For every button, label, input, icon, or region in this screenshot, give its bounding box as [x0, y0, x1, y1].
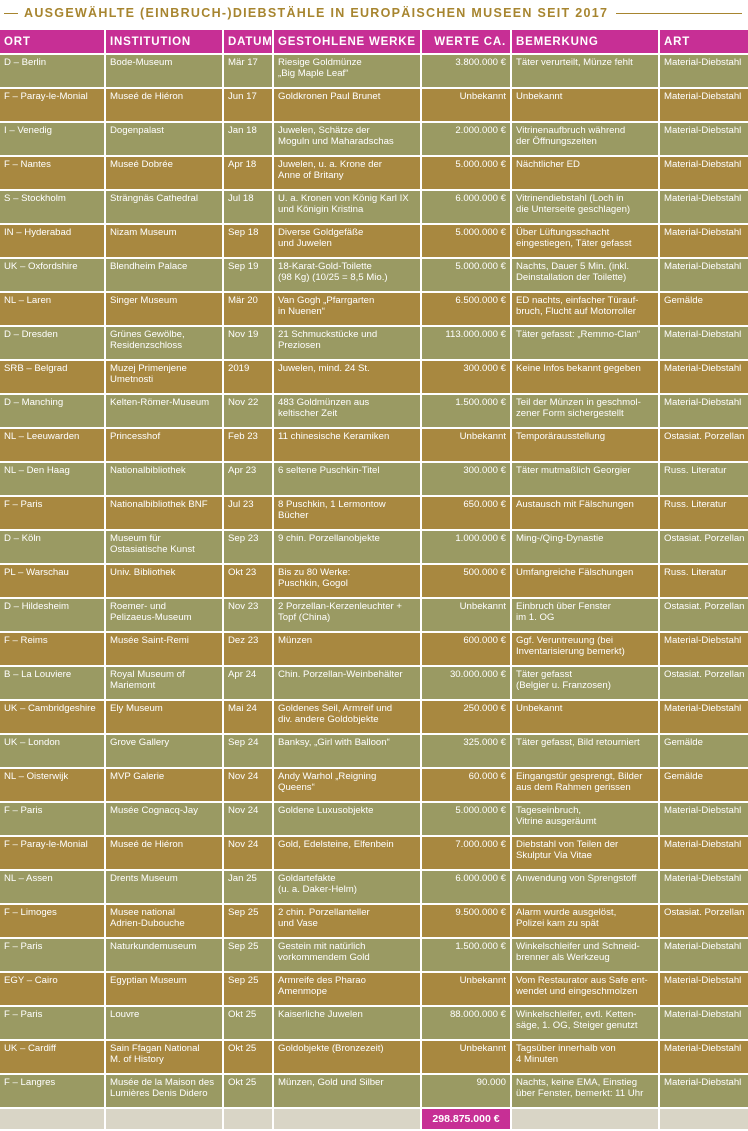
cell-institution: Sain Ffagan National M. of History — [106, 1041, 222, 1073]
cell-werke: 9 chin. Porzellanobjekte — [274, 531, 420, 563]
cell-datum: Nov 24 — [224, 769, 272, 801]
cell-datum: Sep 19 — [224, 259, 272, 291]
cell-institution: Museé Dobrée — [106, 157, 222, 189]
cell-bemerkung: Ggf. Veruntreuung (bei Inventarisierung bemerkt) — [512, 633, 658, 665]
cell-wert: 88.000.000 € — [422, 1007, 510, 1039]
cell-wert: 6.000.000 € — [422, 191, 510, 223]
cell-bemerkung: Eingangstür gesprengt, Bilder aus dem Rahmen gerissen — [512, 769, 658, 801]
cell-bemerkung: Diebstahl von Teilen der Skulptur Via Vitae — [512, 837, 658, 869]
cell-wert: 30.000.000 € — [422, 667, 510, 699]
header-institution: INSTITUTION — [106, 30, 222, 53]
cell-wert: 5.000.000 € — [422, 225, 510, 257]
cell-art: Material-Diebstahl — [660, 327, 748, 359]
cell-institution: Musee national Adrien-Dubouche — [106, 905, 222, 937]
cell-werke: 18-Karat-Gold-Toilette (98 Kg) (10/25 = 8,5 Mio.) — [274, 259, 420, 291]
cell-art: Russ. Literatur — [660, 463, 748, 495]
cell-datum: Sep 25 — [224, 939, 272, 971]
cell-datum: Mär 17 — [224, 55, 272, 87]
cell-bemerkung: Täter gefasst: „Remmo-Clan“ — [512, 327, 658, 359]
cell-wert: 300.000 € — [422, 463, 510, 495]
cell-bemerkung: Keine Infos bekannt gegeben — [512, 361, 658, 393]
cell-wert: 1.500.000 € — [422, 395, 510, 427]
cell-ort: F – Paris — [0, 803, 104, 835]
table-row — [0, 293, 748, 325]
cell-ort: NL – Assen — [0, 871, 104, 903]
cell-bemerkung: Täter gefasst (Belgier u. Franzosen) — [512, 667, 658, 699]
cell-art: Material-Diebstahl — [660, 89, 748, 121]
total-row — [0, 1109, 748, 1129]
cell-art: Ostasiat. Porzellan — [660, 531, 748, 563]
cell-institution: Roemer- und Pelizaeus-Museum — [106, 599, 222, 631]
table-row — [0, 905, 748, 937]
cell-bemerkung: Vom Restaurator aus Safe ent- wendet und eingeschmolzen — [512, 973, 658, 1005]
cell-datum: Sep 25 — [224, 905, 272, 937]
cell-datum: Sep 18 — [224, 225, 272, 257]
cell-bemerkung: Vitrinenaufbruch während der Öffnungszeiten — [512, 123, 658, 155]
cell-wert: 1.000.000 € — [422, 531, 510, 563]
cell-wert: 3.800.000 € — [422, 55, 510, 87]
cell-institution: Drents Museum — [106, 871, 222, 903]
cell-ort: I – Venedig — [0, 123, 104, 155]
cell-ort: UK – Oxfordshire — [0, 259, 104, 291]
cell-ort: UK – Cambridgeshire — [0, 701, 104, 733]
header-art: ART — [660, 30, 748, 53]
cell-datum: Jul 18 — [224, 191, 272, 223]
cell-wert: 250.000 € — [422, 701, 510, 733]
cell-datum: Okt 25 — [224, 1041, 272, 1073]
cell-bemerkung: Ming-/Qing-Dynastie — [512, 531, 658, 563]
cell-bemerkung: Über Lüftungsschacht eingestiegen, Täter gefasst — [512, 225, 658, 257]
cell-datum: Jan 25 — [224, 871, 272, 903]
cell-datum: Mär 20 — [224, 293, 272, 325]
cell-wert: 9.500.000 € — [422, 905, 510, 937]
cell-werke: Gold, Edelsteine, Elfenbein — [274, 837, 420, 869]
cell-institution: Univ. Bibliothek — [106, 565, 222, 597]
cell-bemerkung: Nachts, keine EMA, Einstieg über Fenster, bemerkt: 11 Uhr — [512, 1075, 658, 1107]
cell-werke: Van Gogh „Pfarrgarten in Nuenen“ — [274, 293, 420, 325]
cell-werke: Banksy, „Girl with Balloon“ — [274, 735, 420, 767]
cell-datum: Jun 17 — [224, 89, 272, 121]
cell-werke: Goldobjekte (Bronzezeit) — [274, 1041, 420, 1073]
table-row — [0, 667, 748, 699]
table-row — [0, 361, 748, 393]
cell-bemerkung: Teil der Münzen in geschmol- zener Form sichergestellt — [512, 395, 658, 427]
cell-art: Material-Diebstahl — [660, 259, 748, 291]
cell-werke: 6 seltene Puschkin-Titel — [274, 463, 420, 495]
cell-art: Material-Diebstahl — [660, 157, 748, 189]
cell-wert: Unbekannt — [422, 599, 510, 631]
cell-bemerkung: Nachts, Dauer 5 Min. (inkl. Deinstallation der Toilette) — [512, 259, 658, 291]
cell-bemerkung: Nächtlicher ED — [512, 157, 658, 189]
cell-ort: EGY – Cairo — [0, 973, 104, 1005]
cell-art: Ostasiat. Porzellan — [660, 905, 748, 937]
cell-art: Material-Diebstahl — [660, 701, 748, 733]
cell-art: Ostasiat. Porzellan — [660, 599, 748, 631]
cell-institution: Museé de Hiéron — [106, 837, 222, 869]
cell-ort: SRB – Belgrad — [0, 361, 104, 393]
total-value: 298.875.000 € — [422, 1109, 510, 1129]
cell-datum: Nov 22 — [224, 395, 272, 427]
cell-institution: Princesshof — [106, 429, 222, 461]
cell-bemerkung: Anwendung von Sprengstoff — [512, 871, 658, 903]
cell-werke: Goldartefakte (u. a. Daker-Helm) — [274, 871, 420, 903]
cell-bemerkung: Umfangreiche Fälschungen — [512, 565, 658, 597]
table-row — [0, 973, 748, 1005]
cell-werke: 8 Puschkin, 1 Lermontow Bücher — [274, 497, 420, 529]
cell-ort: NL – Den Haag — [0, 463, 104, 495]
cell-institution: Nizam Museum — [106, 225, 222, 257]
cell-art: Russ. Literatur — [660, 497, 748, 529]
cell-institution: Museum für Ostasiatische Kunst — [106, 531, 222, 563]
table-title-bar — [0, 0, 748, 26]
cell-ort: F – Paris — [0, 1007, 104, 1039]
table-row — [0, 769, 748, 801]
table-row — [0, 429, 748, 461]
cell-bemerkung: Täter verurteilt, Münze fehlt — [512, 55, 658, 87]
cell-art: Material-Diebstahl — [660, 939, 748, 971]
cell-wert: 500.000 € — [422, 565, 510, 597]
total-spacer — [0, 1109, 104, 1129]
cell-institution: MVP Galerie — [106, 769, 222, 801]
table-row — [0, 497, 748, 529]
header-ort: ORT — [0, 30, 104, 53]
cell-werke: 483 Goldmünzen aus keltischer Zeit — [274, 395, 420, 427]
cell-datum: Sep 23 — [224, 531, 272, 563]
cell-institution: Musée Cognacq-Jay — [106, 803, 222, 835]
cell-institution: Royal Museum of Mariemont — [106, 667, 222, 699]
cell-werke: Goldenes Seil, Armreif und div. andere Goldobjekte — [274, 701, 420, 733]
cell-datum: Nov 24 — [224, 837, 272, 869]
cell-art: Material-Diebstahl — [660, 633, 748, 665]
cell-art: Material-Diebstahl — [660, 973, 748, 1005]
cell-datum: Apr 24 — [224, 667, 272, 699]
cell-ort: PL – Warschau — [0, 565, 104, 597]
cell-werke: U. a. Kronen von König Karl IX und Königin Kristina — [274, 191, 420, 223]
cell-bemerkung: Tagsüber innerhalb von 4 Minuten — [512, 1041, 658, 1073]
cell-institution: Egyptian Museum — [106, 973, 222, 1005]
cell-institution: Musée Saint-Remi — [106, 633, 222, 665]
cell-wert: Unbekannt — [422, 973, 510, 1005]
cell-ort: UK – London — [0, 735, 104, 767]
cell-bemerkung: Winkelschleifer und Schneid- brenner als Werkzeug — [512, 939, 658, 971]
cell-institution: Bode-Museum — [106, 55, 222, 87]
cell-bemerkung: Winkelschleifer, evtl. Ketten- säge, 1. OG, Steiger genutzt — [512, 1007, 658, 1039]
table-row — [0, 633, 748, 665]
cell-art: Russ. Literatur — [660, 565, 748, 597]
cell-werke: 2 chin. Porzellanteller und Vase — [274, 905, 420, 937]
cell-ort: D – Berlin — [0, 55, 104, 87]
cell-werke: Goldene Luxusobjekte — [274, 803, 420, 835]
table-row — [0, 89, 748, 121]
cell-wert: 5.000.000 € — [422, 803, 510, 835]
cell-datum: Okt 23 — [224, 565, 272, 597]
cell-wert: 5.000.000 € — [422, 259, 510, 291]
cell-ort: D – Manching — [0, 395, 104, 427]
cell-datum: Okt 25 — [224, 1007, 272, 1039]
cell-werke: Bis zu 80 Werke: Puschkin, Gogol — [274, 565, 420, 597]
cell-institution: Nationalbibliothek — [106, 463, 222, 495]
cell-werke: Goldkronen Paul Brunet — [274, 89, 420, 121]
cell-werke: Kaiserliche Juwelen — [274, 1007, 420, 1039]
cell-werke: Chin. Porzellan-Weinbehälter — [274, 667, 420, 699]
cell-ort: F – Langres — [0, 1075, 104, 1107]
cell-wert: 325.000 € — [422, 735, 510, 767]
table-row — [0, 837, 748, 869]
cell-art: Material-Diebstahl — [660, 1041, 748, 1073]
cell-datum: Sep 25 — [224, 973, 272, 1005]
cell-institution: Naturkundemuseum — [106, 939, 222, 971]
total-spacer — [274, 1109, 420, 1129]
cell-ort: NL – Leeuwarden — [0, 429, 104, 461]
cell-ort: UK – Cardiff — [0, 1041, 104, 1073]
cell-datum: Okt 25 — [224, 1075, 272, 1107]
cell-wert: 2.000.000 € — [422, 123, 510, 155]
table-row — [0, 55, 748, 87]
cell-datum: Nov 23 — [224, 599, 272, 631]
cell-wert: 5.000.000 € — [422, 157, 510, 189]
cell-art: Gemälde — [660, 735, 748, 767]
cell-bemerkung: Unbekannt — [512, 701, 658, 733]
cell-wert: 60.000 € — [422, 769, 510, 801]
cell-werke: Münzen — [274, 633, 420, 665]
cell-werke: 21 Schmuckstücke und Preziosen — [274, 327, 420, 359]
cell-ort: F – Paris — [0, 497, 104, 529]
total-spacer — [660, 1109, 748, 1129]
header-werke: GESTOHLENE WERKE — [274, 30, 420, 53]
cell-art: Material-Diebstahl — [660, 871, 748, 903]
cell-ort: F – Paris — [0, 939, 104, 971]
table-row — [0, 463, 748, 495]
cell-art: Material-Diebstahl — [660, 803, 748, 835]
cell-art: Material-Diebstahl — [660, 1007, 748, 1039]
table-title: AUSGEWÄHLTE (EINBRUCH-)DIEBSTÄHLE IN EUROPÄISCHEN MUSEEN SEIT 2017 — [24, 6, 609, 20]
cell-art: Gemälde — [660, 769, 748, 801]
cell-ort: F – Nantes — [0, 157, 104, 189]
cell-bemerkung: Tageseinbruch, Vitrine ausgeräumt — [512, 803, 658, 835]
table-row — [0, 803, 748, 835]
cell-institution: Muzej Primenjene Umetnosti — [106, 361, 222, 393]
cell-ort: IN – Hyderabad — [0, 225, 104, 257]
table-row — [0, 939, 748, 971]
cell-werke: Juwelen, mind. 24 St. — [274, 361, 420, 393]
total-spacer — [512, 1109, 658, 1129]
cell-institution: Musée de la Maison des Lumières Denis Didero — [106, 1075, 222, 1107]
cell-institution: Dogenpalast — [106, 123, 222, 155]
cell-datum: Jul 23 — [224, 497, 272, 529]
cell-art: Material-Diebstahl — [660, 55, 748, 87]
cell-ort: F – Paray-le-Monial — [0, 89, 104, 121]
table-body — [0, 55, 748, 1107]
header-bemerkung: BEMERKUNG — [512, 30, 658, 53]
cell-ort: D – Dresden — [0, 327, 104, 359]
cell-institution: Ely Museum — [106, 701, 222, 733]
table-row — [0, 1075, 748, 1107]
total-spacer — [224, 1109, 272, 1129]
cell-bemerkung: Austausch mit Fälschungen — [512, 497, 658, 529]
cell-institution: Blendheim Palace — [106, 259, 222, 291]
table-row — [0, 395, 748, 427]
cell-wert: 600.000 € — [422, 633, 510, 665]
cell-wert: 1.500.000 € — [422, 939, 510, 971]
cell-datum: Feb 23 — [224, 429, 272, 461]
cell-wert: 90.000 — [422, 1075, 510, 1107]
cell-ort: B – La Louviere — [0, 667, 104, 699]
cell-institution: Nationalbibliothek BNF — [106, 497, 222, 529]
header-row — [0, 30, 748, 53]
table-row — [0, 531, 748, 563]
table-row — [0, 1007, 748, 1039]
table-row — [0, 599, 748, 631]
cell-art: Material-Diebstahl — [660, 225, 748, 257]
cell-werke: Gestein mit natürlich vorkommendem Gold — [274, 939, 420, 971]
cell-ort: D – Köln — [0, 531, 104, 563]
table-row — [0, 327, 748, 359]
table-row — [0, 565, 748, 597]
cell-bemerkung: Vitrinendiebstahl (Loch in die Unterseite geschlagen) — [512, 191, 658, 223]
cell-datum: Mai 24 — [224, 701, 272, 733]
cell-ort: NL – Oisterwijk — [0, 769, 104, 801]
cell-datum: Sep 24 — [224, 735, 272, 767]
cell-datum: Nov 19 — [224, 327, 272, 359]
cell-datum: Dez 23 — [224, 633, 272, 665]
table-row — [0, 701, 748, 733]
cell-datum: Apr 23 — [224, 463, 272, 495]
total-spacer — [106, 1109, 222, 1129]
cell-werke: Armreife des Pharao Amenmope — [274, 973, 420, 1005]
cell-ort: NL – Laren — [0, 293, 104, 325]
cell-werke: 11 chinesische Keramiken — [274, 429, 420, 461]
cell-wert: 650.000 € — [422, 497, 510, 529]
cell-bemerkung: ED nachts, einfacher Türauf- bruch, Flucht auf Motorroller — [512, 293, 658, 325]
title-rule-right — [616, 13, 742, 14]
table-row — [0, 191, 748, 223]
cell-werke: Riesige Goldmünze „Big Maple Leaf“ — [274, 55, 420, 87]
cell-institution: Strängnäs Cathedral — [106, 191, 222, 223]
header-datum: DATUM — [224, 30, 272, 53]
cell-wert: 7.000.000 € — [422, 837, 510, 869]
cell-werke: Juwelen, u. a. Krone der Anne of Britany — [274, 157, 420, 189]
cell-ort: D – Hildesheim — [0, 599, 104, 631]
cell-institution: Kelten-Römer-Museum — [106, 395, 222, 427]
cell-bemerkung: Alarm wurde ausgelöst, Polizei kam zu spät — [512, 905, 658, 937]
cell-institution: Grünes Gewölbe, Residenzschloss — [106, 327, 222, 359]
cell-bemerkung: Einbruch über Fenster im 1. OG — [512, 599, 658, 631]
cell-ort: F – Reims — [0, 633, 104, 665]
cell-werke: Münzen, Gold und Silber — [274, 1075, 420, 1107]
cell-bemerkung: Unbekannt — [512, 89, 658, 121]
cell-institution: Louvre — [106, 1007, 222, 1039]
cell-datum: Nov 24 — [224, 803, 272, 835]
title-rule-left — [4, 13, 18, 14]
cell-wert: Unbekannt — [422, 89, 510, 121]
table-row — [0, 871, 748, 903]
cell-bemerkung: Täter mutmaßlich Georgier — [512, 463, 658, 495]
cell-wert: 300.000 € — [422, 361, 510, 393]
cell-wert: 113.000.000 € — [422, 327, 510, 359]
cell-institution: Museé de Hiéron — [106, 89, 222, 121]
cell-werke: 2 Porzellan-Kerzenleuchter + Topf (China) — [274, 599, 420, 631]
cell-wert: Unbekannt — [422, 429, 510, 461]
cell-art: Material-Diebstahl — [660, 1075, 748, 1107]
table-row — [0, 225, 748, 257]
cell-wert: Unbekannt — [422, 1041, 510, 1073]
cell-werke: Juwelen, Schätze der Moguln und Maharadschas — [274, 123, 420, 155]
cell-art: Ostasiat. Porzellan — [660, 429, 748, 461]
cell-art: Material-Diebstahl — [660, 123, 748, 155]
cell-werke: Diverse Goldgefäße und Juwelen — [274, 225, 420, 257]
header-wert: WERTE CA. — [422, 30, 510, 53]
cell-wert: 6.500.000 € — [422, 293, 510, 325]
cell-ort: F – Paray-le-Monial — [0, 837, 104, 869]
cell-ort: S – Stockholm — [0, 191, 104, 223]
cell-institution: Singer Museum — [106, 293, 222, 325]
table-row — [0, 735, 748, 767]
cell-art: Gemälde — [660, 293, 748, 325]
cell-art: Material-Diebstahl — [660, 191, 748, 223]
cell-art: Material-Diebstahl — [660, 361, 748, 393]
table-row — [0, 259, 748, 291]
cell-datum: 2019 — [224, 361, 272, 393]
cell-bemerkung: Täter gefasst, Bild retourniert — [512, 735, 658, 767]
table-row — [0, 123, 748, 155]
cell-bemerkung: Temporärausstellung — [512, 429, 658, 461]
table-row — [0, 1041, 748, 1073]
cell-datum: Jan 18 — [224, 123, 272, 155]
cell-art: Material-Diebstahl — [660, 395, 748, 427]
cell-art: Material-Diebstahl — [660, 837, 748, 869]
cell-datum: Apr 18 — [224, 157, 272, 189]
thefts-table — [0, 28, 748, 1131]
cell-institution: Grove Gallery — [106, 735, 222, 767]
cell-wert: 6.000.000 € — [422, 871, 510, 903]
cell-werke: Andy Warhol „Reigning Queens“ — [274, 769, 420, 801]
cell-art: Ostasiat. Porzellan — [660, 667, 748, 699]
table-row — [0, 157, 748, 189]
cell-ort: F – Limoges — [0, 905, 104, 937]
